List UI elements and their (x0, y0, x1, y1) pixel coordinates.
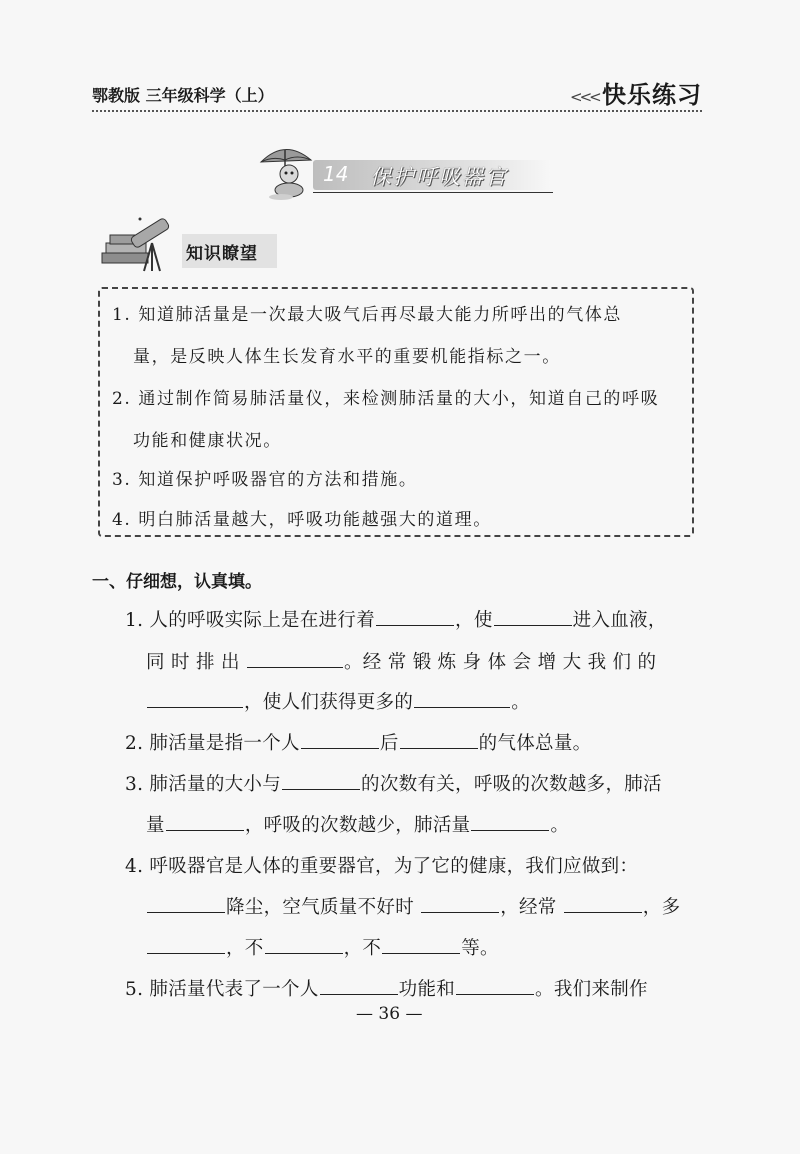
answer-blank[interactable] (421, 896, 499, 913)
answer-blank[interactable] (147, 691, 243, 708)
series-title: 快乐练习 (602, 81, 702, 109)
lesson-title: 保护呼吸器官 (370, 165, 508, 189)
title-underline (313, 192, 553, 193)
answer-blank[interactable] (265, 937, 343, 954)
question-5-line-1: 5. 肺活量代表了一个人 功能和 。我们来制作 (125, 979, 648, 1000)
lesson-title-banner (255, 140, 555, 200)
question-4-line-2: 降尘，空气质量不好时 ，经常 ，多 (146, 893, 680, 919)
question-3-line-1: 3. 肺活量的大小与 的次数有关，呼吸的次数越多，肺活 (125, 774, 662, 795)
answer-blank[interactable] (414, 691, 510, 708)
answer-blank[interactable] (376, 609, 454, 626)
answer-blank[interactable] (456, 978, 534, 995)
question-4-line-3: ，不 ，不 等。 (146, 934, 499, 960)
goal-line: 1. 知道肺活量是一次最大吸气后再尽最大能力所呼出的气体总 (112, 305, 623, 325)
question-1-line-1: 1. 人的呼吸实际上是在进行着 ，使 进入血液， (125, 610, 667, 631)
header-dotted-line (92, 110, 702, 112)
answer-blank[interactable] (247, 651, 343, 668)
question-3-line-2: 量 ，呼吸的次数越少，肺活量 。 (146, 815, 570, 836)
goal-line: 功能和健康状况。 (133, 431, 282, 451)
answer-blank[interactable] (147, 896, 225, 913)
answer-blank[interactable] (320, 978, 398, 995)
goal-line: 2. 通过制作简易肺活量仪，来检测肺活量的大小，知道自己的呼吸 (112, 389, 660, 409)
knowledge-label: 知识瞭望 (186, 244, 258, 264)
lesson-number: 14 (323, 162, 349, 186)
goal-line: 4. 明白肺活量越大，呼吸功能越强大的道理。 (112, 510, 492, 530)
section-title: 一、仔细想，认真填。 (92, 572, 262, 592)
chevron-decoration: <<< (570, 88, 599, 106)
question-1-line-2: 同 时 排 出 。经 常 锻 炼 身 体 会 增 大 我 们 的 (146, 652, 657, 673)
question-2: 2. 肺活量是指一个人 后 的气体总量。 (125, 733, 592, 754)
question-1-line-3: ，使人们获得更多的 。 (146, 688, 530, 714)
answer-blank[interactable] (282, 773, 360, 790)
answer-blank[interactable] (166, 814, 244, 831)
mascot-umbrella-icon (255, 140, 319, 200)
answer-blank[interactable] (147, 937, 225, 954)
answer-blank[interactable] (471, 814, 549, 831)
answer-blank[interactable] (382, 937, 460, 954)
page-header (92, 78, 702, 112)
answer-blank[interactable] (494, 609, 572, 626)
goal-line: 3. 知道保护呼吸器官的方法和措施。 (112, 470, 418, 490)
telescope-books-icon (100, 213, 182, 275)
page-number: — 36 — (356, 1004, 423, 1024)
goal-line: 量，是反映人体生长发育水平的重要机能指标之一。 (133, 347, 561, 367)
answer-blank[interactable] (301, 732, 379, 749)
book-title: 鄂教版 三年级科学（上） (92, 86, 274, 105)
answer-blank[interactable] (564, 896, 642, 913)
answer-blank[interactable] (400, 732, 478, 749)
question-4-line-1: 4. 呼吸器官是人体的重要器官，为了它的健康，我们应做到： (125, 856, 639, 877)
